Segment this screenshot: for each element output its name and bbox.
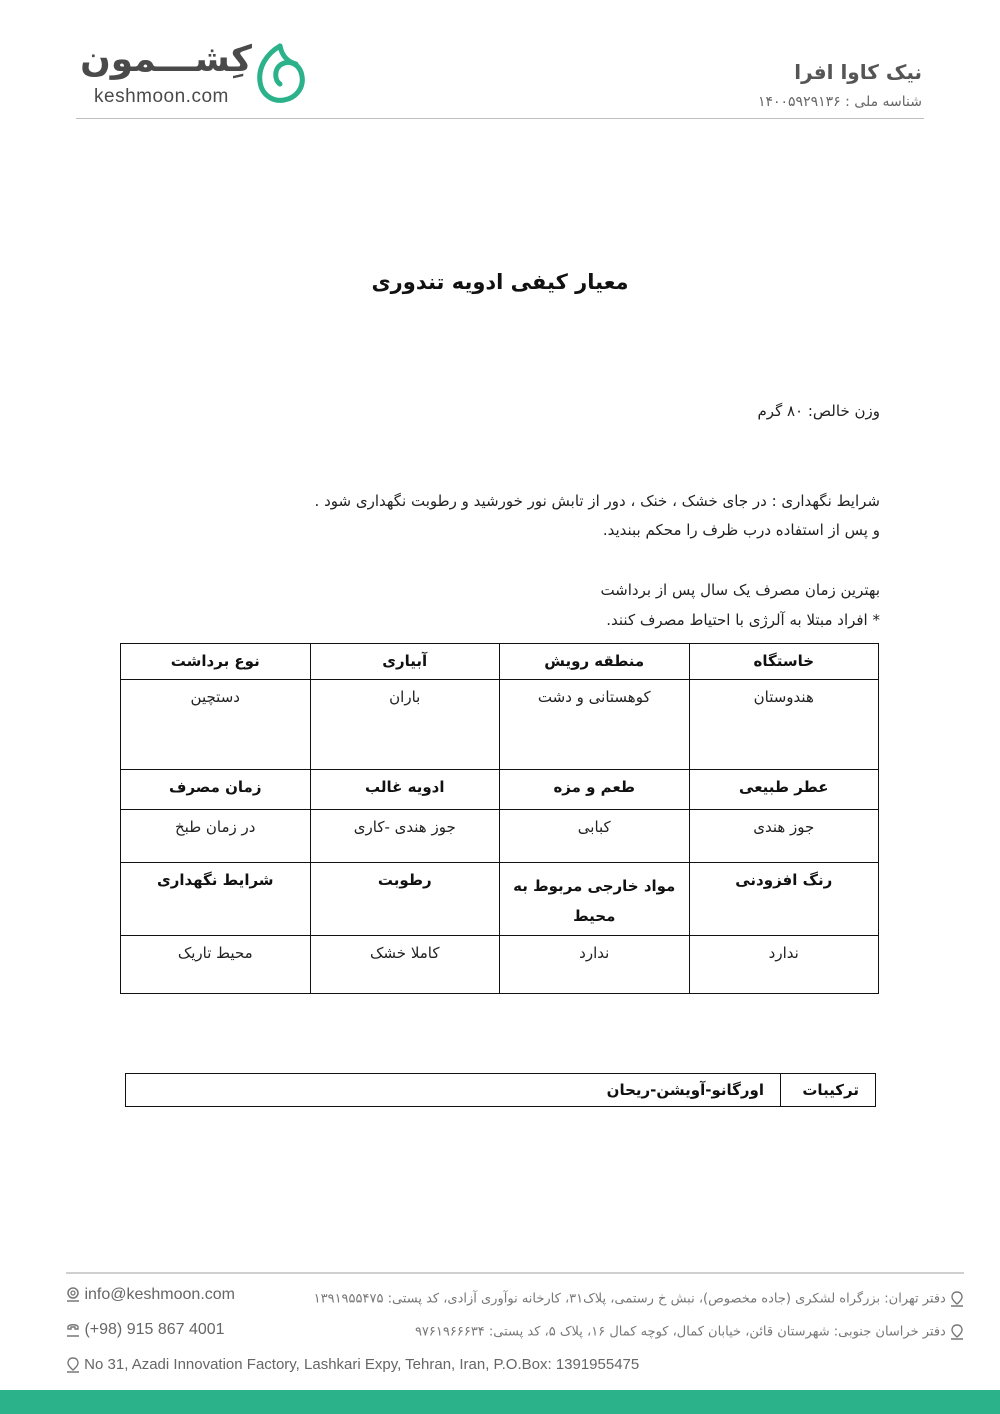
table-row — [121, 680, 879, 770]
email-icon — [66, 1287, 80, 1303]
table-cell: جوز هندی -کاری — [310, 810, 500, 863]
table-row — [121, 770, 879, 810]
table-header-cell: خاستگاه — [689, 644, 879, 680]
allergy-warning: * افراد مبتلا به آلرژی با احتیاط مصرف کنند. — [606, 611, 880, 629]
table-cell: ندارد — [500, 936, 690, 994]
office-khorasan-text: دفتر خراسان جنوبی: شهرستان قائن، خیابان کمال، کوچه کمال ۱۶، پلاک ۵، کد پستی: ۹۷۶۱۹۶۶۶۳۴ — [414, 1324, 946, 1340]
location-icon — [950, 1291, 964, 1307]
location-icon — [950, 1324, 964, 1340]
net-weight: وزن خالص: ۸۰ گرم — [757, 402, 880, 420]
location-icon — [66, 1357, 80, 1373]
address-en-text: No 31, Azadi Innovation Factory, Lashkari Expy, Tehran, Iran, P.O.Box: 1391955475 — [84, 1356, 640, 1373]
company-name: نیک کاوا افرا — [794, 60, 922, 84]
email-text[interactable]: info@keshmoon.com — [84, 1286, 235, 1303]
storage-conditions-line1: شرایط نگهداری : در جای خشک ، خنک ، دور از تابش نور خورشید و رطوبت نگهداری شود . — [314, 492, 880, 510]
header-divider — [76, 118, 924, 119]
table-row — [121, 644, 879, 680]
table-header-cell: زمان مصرف — [121, 770, 311, 810]
table-header-cell: رطوبت — [310, 863, 500, 936]
composition-value: اورگانو-آویشن-ریحان — [126, 1074, 781, 1107]
table-header-cell: عطر طبیعی — [689, 770, 879, 810]
table-row — [126, 1074, 876, 1107]
table-header-cell: آبیاری — [310, 644, 500, 680]
office-tehran-text: دفتر تهران: بزرگراه لشکری (جاده مخصوص)، نبش خ رستمی، پلاک۳۱، کارخانه نوآوری آزادی، کد پستی: ۱۳۹۱۹۵۵۴۷۵ — [313, 1291, 946, 1307]
table-cell: محیط تاریک — [121, 936, 311, 994]
table-header-cell: مواد خارجی مربوط به محیط — [500, 863, 690, 936]
phone-icon — [66, 1322, 80, 1338]
table-cell: کوهستانی و دشت — [500, 680, 690, 770]
table-cell: دستچین — [121, 680, 311, 770]
table-header-cell: نوع برداشت — [121, 644, 311, 680]
footer-office-tehran — [314, 1291, 964, 1307]
table-header-cell: منطقه رویش — [500, 644, 690, 680]
brand-logo — [80, 38, 312, 110]
table-row — [121, 936, 879, 994]
table-cell: کبابی — [500, 810, 690, 863]
table-header-cell: رنگ افزودنی — [689, 863, 879, 936]
footer-brand-bar — [0, 1390, 1000, 1414]
table-header-cell: طعم و مزه — [500, 770, 690, 810]
table-header-cell: ادویه غالب — [310, 770, 500, 810]
logo-text-en: keshmoon.com — [94, 86, 229, 107]
footer-divider — [66, 1272, 964, 1274]
logo-text-fa: کِشـــمون — [80, 39, 252, 80]
composition-label: ترکیبات — [781, 1074, 876, 1107]
table-cell: هندوستان — [689, 680, 879, 770]
footer-phone — [66, 1321, 225, 1339]
storage-conditions-line2: و پس از استفاده درب ظرف را محکم ببندید. — [602, 521, 880, 539]
footer-email — [66, 1286, 235, 1304]
composition-table — [125, 1073, 876, 1107]
table-row — [121, 810, 879, 863]
table-header-cell: شرایط نگهداری — [121, 863, 311, 936]
quality-spec-table — [120, 643, 879, 994]
logo-leaf-icon — [252, 40, 308, 106]
phone-text[interactable]: (+98) 915 867 4001 — [84, 1321, 225, 1338]
document-title: معیار کیفی ادویه تندوری — [371, 270, 629, 294]
national-id: شناسه ملی : ۱۴۰۰۵۹۲۹۱۳۶ — [757, 94, 922, 110]
table-cell: در زمان طبخ — [121, 810, 311, 863]
table-cell: کاملا خشک — [310, 936, 500, 994]
best-use-time: بهترین زمان مصرف یک سال پس از برداشت — [600, 581, 880, 599]
footer-address-en — [66, 1356, 639, 1373]
table-cell: باران — [310, 680, 500, 770]
table-row — [121, 863, 879, 936]
table-cell: ندارد — [689, 936, 879, 994]
footer-office-khorasan — [415, 1324, 964, 1340]
table-cell: جوز هندی — [689, 810, 879, 863]
